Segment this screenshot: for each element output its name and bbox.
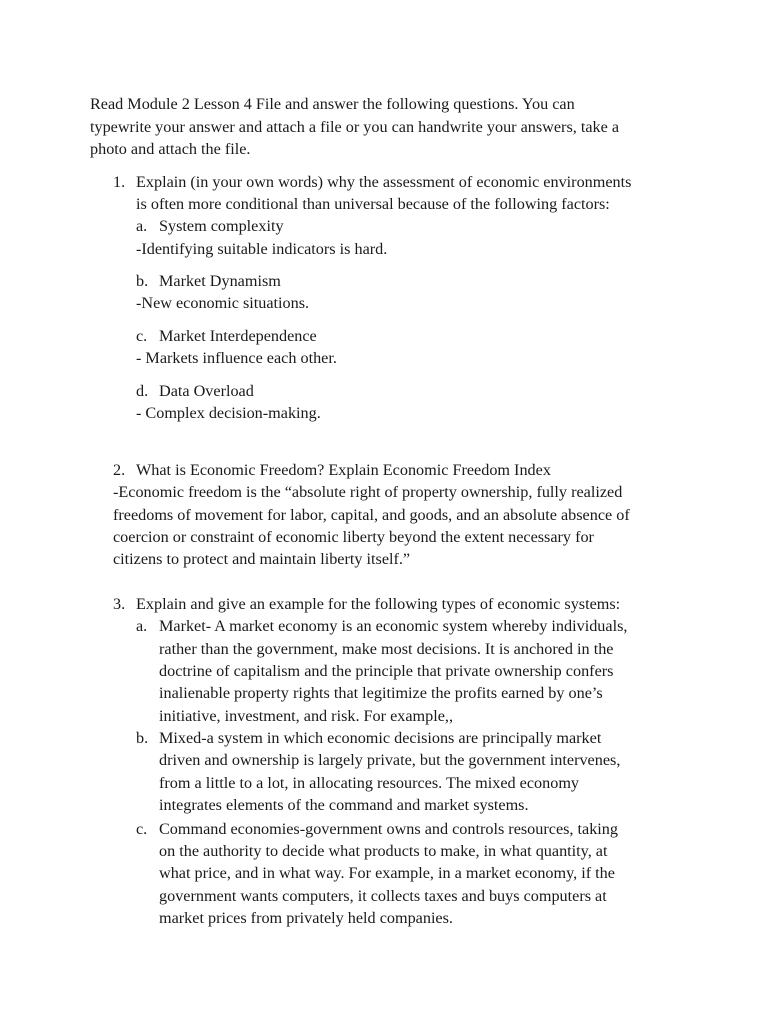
q3-item-c-line-4: government wants computers, it collects taxes and buys computers at [159,887,607,905]
q3-item-c-line-2: on the authority to decide what products to make, in what quantity, at [159,842,608,860]
q3-item-b-line-3: from a little to a lot, in allocating resources. The mixed economy [159,774,580,792]
q3-item-b-line-2: driven and ownership is largely private, but the government intervenes, [159,751,621,769]
q3-item-c-letter: c. [136,820,148,838]
q3-item-a-letter: a. [136,617,148,635]
q3-item-c-line-3: what price, and in what way. For example, in a market economy, if the [159,864,615,882]
q1-item-b-answer: -New economic situations. [136,294,310,312]
q2-answer-line-4: citizens to protect and maintain liberty itself.” [113,550,411,568]
q1-item-d-letter: d. [136,382,149,400]
q1-item-b-title: Market Dynamism [159,272,281,290]
q3-item-b-letter: b. [136,729,149,747]
q1-line-1: Explain (in your own words) why the assessment of economic environments [136,173,632,191]
q1-item-d-answer: - Complex decision-making. [136,404,321,422]
q1-item-a-letter: a. [136,217,148,235]
q3-item-a-line-5: initiative, investment, and risk. For example,, [159,707,454,725]
intro-line-2: typewrite your answer and attach a file or you can handwrite your answers, take a [90,118,620,136]
q3-item-a-line-3: doctrine of capitalism and the principle that private ownership confers [159,662,614,680]
q2-answer-line-2: freedoms of movement for labor, capital, and goods, and an absolute absence of [113,506,630,524]
q3-item-c-line-1: Command economies-government owns and controls resources, taking [159,820,618,838]
q1-item-a-answer: -Identifying suitable indicators is hard. [136,240,388,258]
q1-item-d-title: Data Overload [159,382,254,400]
q3-item-b-line-1: Mixed-a system in which economic decisions are principally market [159,729,602,747]
q3-number: 3. [113,595,126,613]
q3-item-a-line-4: inalienable property rights that legitimize the profits earned by one’s [159,684,603,702]
q2-number: 2. [113,461,126,479]
q1-item-c-answer: - Markets influence each other. [136,349,337,367]
q3-question: Explain and give an example for the following types of economic systems: [136,595,621,613]
q1-item-b-letter: b. [136,272,149,290]
q3-item-b-line-4: integrates elements of the command and market systems. [159,796,529,814]
q1-line-2: is often more conditional than universal because of the following factors: [136,195,610,213]
q2-answer-line-1: -Economic freedom is the “absolute right of property ownership, fully realized [113,483,623,501]
intro-line-3: photo and attach the file. [90,140,251,158]
q1-item-c-letter: c. [136,327,148,345]
q3-item-a-line-2: rather than the government, make most decisions. It is anchored in the [159,640,614,658]
q3-item-c-line-5: market prices from privately held companies. [159,909,453,927]
q2-question: What is Economic Freedom? Explain Economic Freedom Index [136,461,551,479]
q3-item-a-line-1: Market- A market economy is an economic system whereby individuals, [159,617,628,635]
q1-item-a-title: System complexity [159,217,284,235]
q1-number: 1. [113,173,126,191]
q1-item-c-title: Market Interdependence [159,327,317,345]
intro-line-1: Read Module 2 Lesson 4 File and answer the following questions. You can [90,95,575,113]
q2-answer-line-3: coercion or constraint of economic liberty beyond the extent necessary for [113,528,594,546]
